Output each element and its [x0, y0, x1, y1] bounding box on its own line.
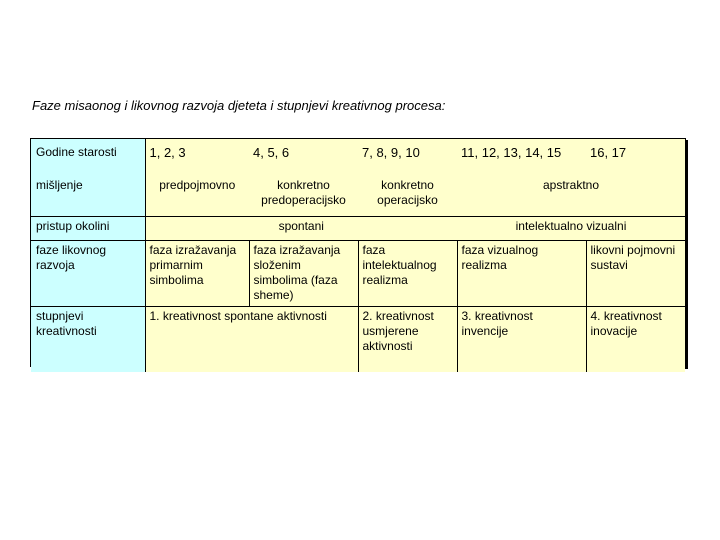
age-cell-5: 16, 17	[586, 139, 685, 176]
table-row-thinking	[31, 176, 685, 217]
development-table	[31, 139, 685, 372]
thinking-cell-2: konkretno predoperacijsko	[249, 176, 358, 217]
row-header-creativity: stupnjevi kreativnosti	[31, 307, 145, 373]
table-row-age	[31, 139, 685, 176]
thinking-cell-4: apstraktno	[457, 176, 685, 217]
art-phase-cell-2: faza izražavanja složenim simbolima (faza sheme)	[249, 241, 358, 307]
art-phase-cell-5: likovni pojmovni sustavi	[586, 241, 685, 307]
art-phase-cell-1: faza izražavanja primarnim simbolima	[145, 241, 249, 307]
creativity-cell-2: 2. kreativnost usmjerene aktivnosti	[358, 307, 457, 373]
approach-cell-2: intelektualno vizualni	[457, 217, 685, 241]
art-phase-cell-3: faza intelektualnog realizma	[358, 241, 457, 307]
row-header-thinking: mišljenje	[31, 176, 145, 217]
table-caption: Faze misaonog i likovnog razvoja djeteta i stupnjevi kreativnog procesa:	[32, 98, 446, 113]
development-table-frame	[30, 138, 686, 367]
thinking-cell-3: konkretno operacijsko	[358, 176, 457, 217]
age-cell-1: 1, 2, 3	[145, 139, 249, 176]
row-header-approach: pristup okolini	[31, 217, 145, 241]
row-header-age: Godine starosti	[31, 139, 145, 176]
approach-cell-1: spontani	[145, 217, 457, 241]
age-cell-2: 4, 5, 6	[249, 139, 358, 176]
age-cell-4: 11, 12, 13, 14, 15	[457, 139, 586, 176]
creativity-cell-1: 1. kreativnost spontane aktivnosti	[145, 307, 358, 373]
thinking-cell-1: predpojmovno	[145, 176, 249, 217]
art-phase-cell-4: faza vizualnog realizma	[457, 241, 586, 307]
creativity-cell-3: 3. kreativnost invencije	[457, 307, 586, 373]
table-row-approach	[31, 217, 685, 241]
row-header-art-phases: faze likovnog razvoja	[31, 241, 145, 307]
table-row-art-phases	[31, 241, 685, 307]
table-row-creativity	[31, 307, 685, 373]
age-cell-3: 7, 8, 9, 10	[358, 139, 457, 176]
creativity-cell-4: 4. kreativnost inovacije	[586, 307, 685, 373]
